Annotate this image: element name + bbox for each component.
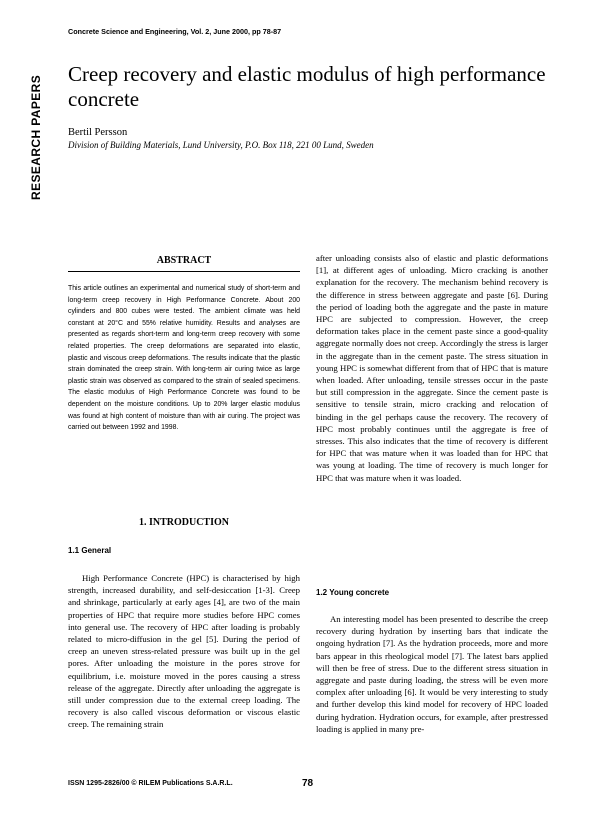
abstract-text: This article outlines an experimental and numerical study of short-term and long-term creep recovery in High Performance Concrete. About 200 cylinders and 800 cubes were tested. The ambient climate was held constant at 20°C and 55% relative humidity. Results and analyses are presented as regards short-term and long-term creep recovery with some related properties. The creep deformations are separated into elastic, plastic and viscous creep deformations. The results indicate that the plastic strain dominated the creep strain. With long-term air curing twice as large plastic strain was observed as compared to the strain of sealed specimens. The elastic modulus of High Performance Concrete was found to be dependent on the moisture conditions. Up to 20% larger elastic modulus was found at high content of moisture than with air curing. The project was carried out between 1992 and 1998. [68, 285, 300, 432]
subsection-general-heading: 1.1 General [68, 546, 112, 555]
journal-citation: Concrete Science and Engineering, Vol. 2, June 2000, pp 78-87 [68, 27, 282, 36]
young-concrete-paragraph: An interesting model has been presented to describe the creep recovery during hydration by inserting bars that indicate the ongoing hydration [7]. As the hydration proceeds, more and more bars appear in this rheological model [7]. The latest bars applied will then be free of stress. Due to the different stress situation in aggregate and paste during loading, the stress will be even more complex after unloading [6]. It would be very interesting to study and further develop this kind model for recovery of HPC loaded during hydration. Hydration occurs, for example, after prestressed loading is applied in many pre- [316, 614, 548, 734]
section-side-label: RESEARCH PAPERS [29, 74, 43, 200]
abstract-divider [68, 271, 300, 272]
author-name: Bertil Persson [68, 127, 128, 138]
abstract-heading: ABSTRACT [156, 255, 212, 266]
issn-footer: ISSN 1295-2826/00 © RILEM Publications S.A.R.L. [68, 780, 233, 787]
subsection-young-concrete-heading: 1.2 Young concrete [316, 588, 390, 597]
page-number: 78 [302, 778, 314, 789]
general-paragraph: High Performance Concrete (HPC) is characterised by high strength, increased durability, and self-desiccation [1-3]. Creep and shrinkage, particularly at early ages [4], are two of the main properties of HPC that require more studies before HPC comes into general use. The recovery of HPC after loading is probably related to micro-diffusion in the gel [5]. During the period of creep an uneven stress-related pressure was built up in the gel pores. After unloading the moisture in the pores strove for equilibrium, i.e. moisture moved in the pores causing a stress release of the aggregate. Directly after unloading the aggregate is still under compression due to the external creep loading. The recovery is also called viscous deformation or viscous elastic creep. The remaining strain [68, 573, 300, 730]
introduction-heading: 1. INTRODUCTION [138, 517, 229, 528]
author-affiliation: Division of Building Materials, Lund University, P.O. Box 118, 221 00 Lund, Sweden [68, 140, 374, 150]
article-title: Creep recovery and elastic modulus of high performance concrete [68, 62, 546, 111]
right-column-paragraph: after unloading consists also of elastic and plastic deformations [1], at different ages of unloading. Micro cracking is another explanation for the recovery. The mechanism behind recovery is the difference in stress between aggregate and paste [6]. During the period of loading both the aggregate and the paste in mature HPC are subjected to compression. However, the creep deformation takes place in the cement paste since a good-quality aggregate normally does not creep. Accordingly the stress is larger in the aggregate than in the cement paste. The stress situation in young HPC is somewhat different from that of HPC that is mature when loaded. After unloading, tensile stresses occur in the paste but still compression in the aggregate. Since the cement paste is sensitive to tensile strain, micro cracking and relocation of binding in the gel perhaps cause the recovery. The recovery of HPC most probably continues until the aggregate is free of stresses. This also indicates that the time of recovery is different for HPC that was mature when it was loaded than for HPC that was young at loading. The time of recovery is much longer for HPC that was mature when it was loaded. [316, 253, 548, 483]
